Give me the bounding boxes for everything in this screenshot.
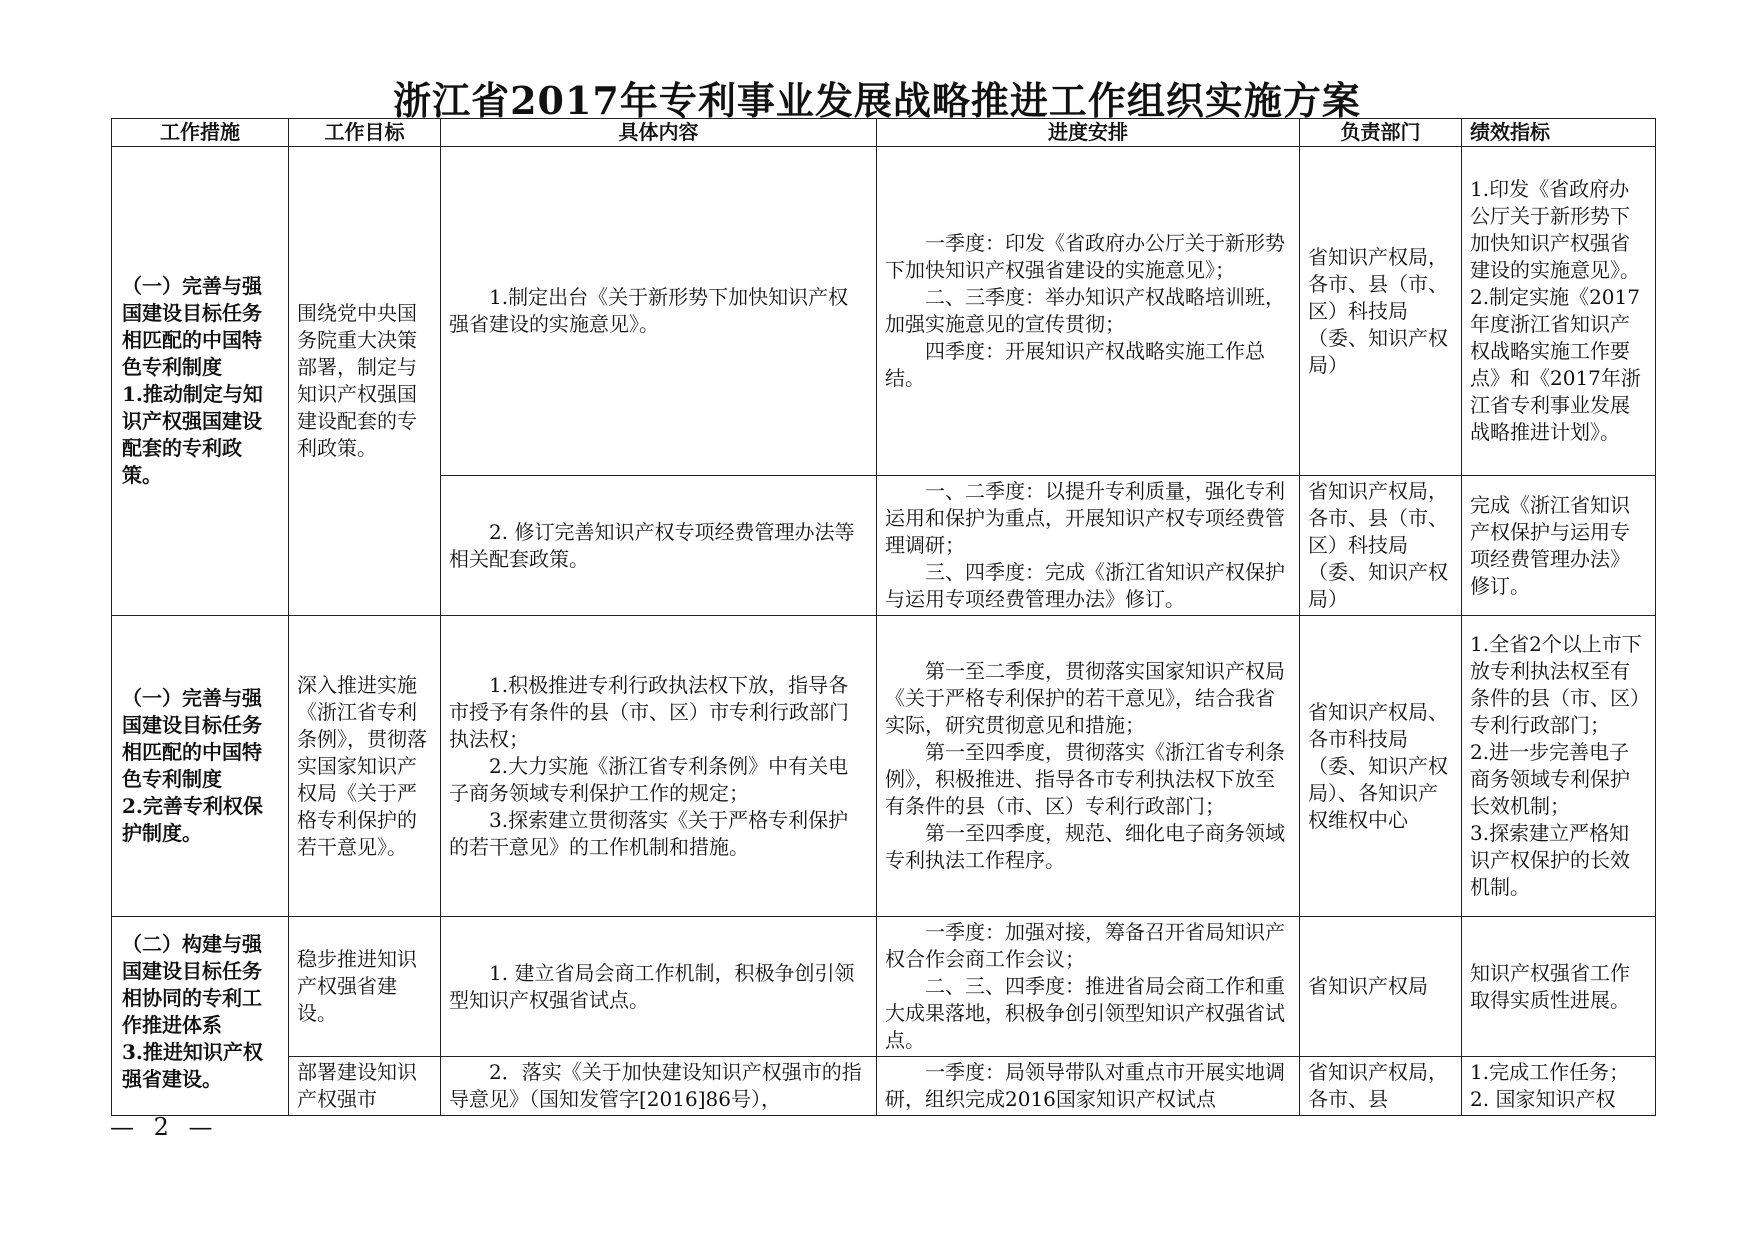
dept-cell: 省知识产权局，各市、县（市、区）科技局（委、知识产权局） bbox=[1300, 147, 1462, 476]
schedule-cell bbox=[877, 1057, 1300, 1116]
content-item: 2.大力实施《浙江省专利条例》中有关电子商务领域专利保护工作的规定； bbox=[449, 753, 849, 805]
schedule-item: 四季度：开展知识产权战略实施工作总结。 bbox=[885, 339, 1265, 390]
header-cell: 具体内容 bbox=[441, 119, 877, 147]
goal-cell: 部署建设知识产权强市 bbox=[289, 1057, 441, 1116]
dept-cell: 省知识产权局，各市、县（市、区）科技局（委、知识产权局） bbox=[1300, 476, 1462, 616]
schedule-item: 三、四季度：完成《浙江省知识产权保护与运用专项经费管理办法》修订。 bbox=[885, 560, 1285, 611]
kpi-item: 2.制定实施《2017年度浙江省知识产权战略实施工作要点》和《2017年浙江省专利事业发展战略推进计划》。 bbox=[1470, 285, 1641, 444]
dept-cell: 省知识产权局，各市、县 bbox=[1300, 1057, 1462, 1116]
content-cell bbox=[441, 476, 877, 616]
table-row bbox=[112, 917, 1656, 1057]
kpi-item: 1.全省2个以上市下放专利执法权至有条件的县（市、区）专利行政部门； bbox=[1470, 632, 1642, 737]
schedule-item: 二、三、四季度：推进省局会商工作和重大成果落地，积极争创引领型知识产权强省试点。 bbox=[885, 974, 1285, 1052]
measure-heading: （一）完善与强国建设目标任务相匹配的中国特色专利制度 bbox=[122, 274, 262, 379]
header-cell: 绩效指标 bbox=[1462, 119, 1656, 147]
measure-subitem: 2.完善专利权保护制度。 bbox=[122, 794, 263, 845]
table-row bbox=[112, 1057, 1656, 1116]
content-item: 2. 修订完善知识产权专项经费管理办法等相关配套政策。 bbox=[449, 519, 855, 571]
kpi-item: 2.进一步完善电子商务领域专利保护长效机制； bbox=[1470, 740, 1630, 818]
schedule-item: 第一至四季度，规范、细化电子商务领域专利执法工作程序。 bbox=[885, 821, 1285, 872]
kpi-item: 完成《浙江省知识产权保护与运用专项经费管理办法》修订。 bbox=[1470, 492, 1630, 598]
measure-heading: （一）完善与强国建设目标任务相匹配的中国特色专利制度 bbox=[122, 686, 262, 791]
header-cell: 工作目标 bbox=[289, 119, 441, 147]
kpi-cell bbox=[1462, 917, 1656, 1057]
kpi-item: 知识产权强省工作取得实质性进展。 bbox=[1470, 960, 1630, 1012]
kpi-cell bbox=[1462, 147, 1656, 476]
content-item: 1.制定出台《关于新形势下加快知识产权强省建设的实施意见》。 bbox=[449, 285, 849, 336]
content-cell bbox=[441, 616, 877, 917]
kpi-item: 1.印发《省政府办公厅关于新形势下加快知识产权强省建设的实施意见》。 bbox=[1470, 177, 1640, 282]
measure-cell bbox=[112, 147, 289, 616]
table-header-row bbox=[112, 119, 1656, 147]
table-row bbox=[112, 616, 1656, 917]
schedule-cell bbox=[877, 147, 1300, 476]
measure-heading: （二）构建与强国建设目标任务相协同的专利工作推进体系 bbox=[122, 932, 262, 1037]
dept-cell: 省知识产权局、各市科技局（委、知识产权局）、各知识产权维权中心 bbox=[1300, 616, 1462, 917]
kpi-item: 1.完成工作任务； bbox=[1470, 1060, 1630, 1084]
schedule-cell bbox=[877, 476, 1300, 616]
table-row bbox=[112, 147, 1656, 476]
goal-cell: 围绕党中央国务院重大决策部署，制定与知识产权强国建设配套的专利政策。 bbox=[289, 147, 441, 616]
schedule-cell bbox=[877, 917, 1300, 1057]
header-cell: 负责部门 bbox=[1300, 119, 1462, 147]
schedule-item: 二、三季度：举办知识产权战略培训班，加强实施意见的宣传贯彻； bbox=[885, 285, 1285, 336]
kpi-item: 3.探索建立严格知识产权保护的长效机制。 bbox=[1470, 821, 1630, 899]
schedule-item: 一季度：局领导带队对重点市开展实地调研，组织完成2016国家知识产权试点 bbox=[885, 1060, 1285, 1111]
measure-subitem: 3.推进知识产权强省建设。 bbox=[122, 1040, 263, 1091]
schedule-cell bbox=[877, 616, 1300, 917]
content-item: 1. 建立省局会商工作机制，积极争创引领型知识产权强省试点。 bbox=[449, 960, 855, 1012]
kpi-item: 2. 国家知识产权 bbox=[1470, 1087, 1616, 1111]
kpi-cell bbox=[1462, 1057, 1656, 1116]
page-title: 浙江省2017年专利事业发展战略推进工作组织实施方案 bbox=[393, 78, 1361, 123]
schedule-item: 一季度：印发《省政府办公厅关于新形势下加快知识产权强省建设的实施意见》； bbox=[885, 231, 1285, 282]
measure-subitem: 1.推动制定与知识产权强国建设配套的专利政策。 bbox=[122, 382, 263, 487]
measure-cell bbox=[112, 917, 289, 1116]
schedule-item: 第一至二季度，贯彻落实国家知识产权局《关于严格专利保护的若干意见》，结合我省实际，研究贯彻意见和措施； bbox=[885, 659, 1285, 737]
content-item: 1.积极推进专利行政执法权下放，指导各市授予有条件的县（市、区）市专利行政部门执法权； bbox=[449, 672, 849, 751]
measure-cell bbox=[112, 616, 289, 917]
content-item: 3.探索建立贯彻落实《关于严格专利保护的若干意见》的工作机制和措施。 bbox=[449, 807, 849, 859]
kpi-cell bbox=[1462, 476, 1656, 616]
page-number: — 2 — bbox=[110, 1113, 219, 1141]
content-cell bbox=[441, 147, 877, 476]
content-item: 2．落实《关于加快建设知识产权强市的指导意见》（国知发管字[2016]86号）， bbox=[449, 1060, 862, 1111]
plan-table bbox=[111, 118, 1656, 1116]
header-cell: 进度安排 bbox=[877, 119, 1300, 147]
kpi-cell bbox=[1462, 616, 1656, 917]
content-cell bbox=[441, 1057, 877, 1116]
schedule-item: 一季度：加强对接，筹备召开省局知识产权合作会商工作会议； bbox=[885, 920, 1285, 971]
dept-cell: 省知识产权局 bbox=[1300, 917, 1462, 1057]
schedule-item: 一、二季度：以提升专利质量，强化专利运用和保护为重点，开展知识产权专项经费管理调研； bbox=[885, 479, 1285, 557]
content-cell bbox=[441, 917, 877, 1057]
goal-cell: 稳步推进知识产权强省建设。 bbox=[289, 917, 441, 1057]
goal-cell: 深入推进实施《浙江省专利条例》，贯彻落实国家知识产权局《关于严格专利保护的若干意见》。 bbox=[289, 616, 441, 917]
schedule-item: 第一至四季度，贯彻落实《浙江省专利条例》，积极推进、指导各市专利执法权下放至有条件的县（市、区）专利行政部门； bbox=[885, 740, 1285, 818]
header-cell: 工作措施 bbox=[112, 119, 289, 147]
